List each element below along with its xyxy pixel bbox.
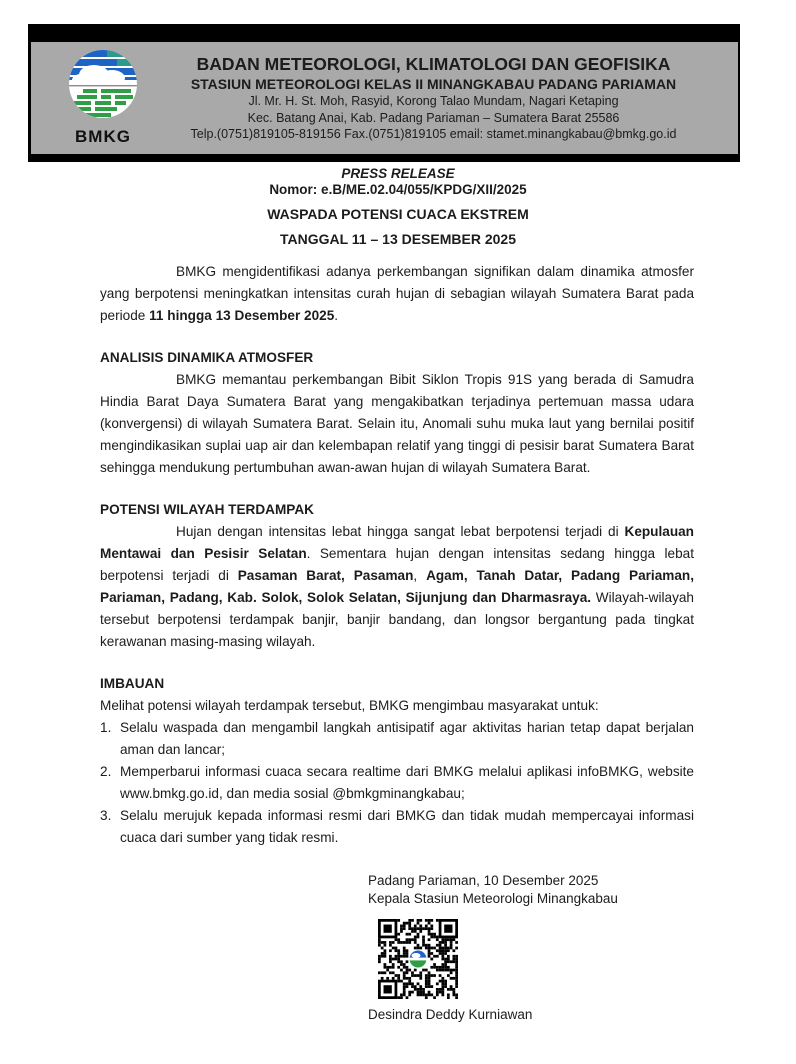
contact-line: Telp.(0751)819105-819156 Fax.(0751)819105 email: stamet.minangkabau@bmkg.go.id — [190, 126, 677, 141]
text-segment: Kepulauan Mentawai dan Pesisir Selatan — [100, 524, 694, 561]
bmkg-logo-label: BMKG — [75, 127, 131, 146]
section-heading-imbauan: IMBAUAN — [100, 676, 165, 691]
letterhead — [28, 24, 740, 162]
org-name: BADAN METEOROLOGI, KLIMATOLOGI DAN GEOFISIKA — [196, 53, 671, 74]
imbauan-list — [100, 717, 694, 849]
imbauan-lead: Melihat potensi wilayah terdampak tersebut, BMKG mengimbau masyarakat untuk: — [100, 698, 599, 713]
signature-block — [368, 872, 618, 1024]
letterhead-text — [149, 54, 724, 142]
text-segment: , — [413, 568, 427, 583]
bmkg-logo-icon — [67, 49, 139, 121]
text-segment: 11 hingga 13 Desember 2025 — [149, 308, 335, 323]
signature-role: Kepala Stasiun Meteorologi Minangkabau — [368, 890, 618, 906]
text-segment: . Sementara hujan dengan intensitas sedang hingga lebat berpotensi terjadi di — [100, 546, 694, 583]
bmkg-logo-block — [57, 49, 149, 147]
qr-code-icon — [378, 919, 458, 999]
text-segment: BMKG mengidentifikasi adanya perkembangan signifikan dalam dinamika atmosfer yang berpotensi meningkatkan intensitas curah hujan di sebagian wilayah Sumatera Barat pada periode — [100, 264, 694, 323]
section-heading-potensi: POTENSI WILAYAH TERDAMPAK — [100, 502, 314, 517]
doc-number: Nomor: e.B/ME.02.04/055/KPDG/XII/2025 — [269, 182, 527, 197]
text-segment: . — [334, 308, 339, 323]
text-segment: Wilayah-wilayah tersebut berpotensi terdampak banjir, banjir bandang, dan longsor bergantung pada tingkat kerawanan masing-masing wilayah. — [100, 590, 694, 649]
text-segment: Hujan dengan intensitas lebat hingga sangat lebat berpotensi terjadi di — [176, 524, 625, 539]
signature-place-date: Padang Pariaman, 10 Desember 2025 — [368, 873, 599, 888]
imbauan-item: Memperbarui informasi cuaca secara realtime dari BMKG melalui aplikasi infoBMKG, website www.bmkg.go.id, dan media sosial @bmkgminangkabau; — [120, 764, 694, 801]
imbauan-item: Selalu waspada dan mengambil langkah antisipatif agar aktivitas harian tetap dapat berjalan aman dan lancar; — [120, 720, 694, 757]
station-name: STASIUN METEOROLOGI KELAS II MINANGKABAU PADANG PARIAMAN — [190, 76, 677, 93]
document-body — [100, 250, 694, 849]
signatory-name: Desindra Deddy Kurniawan — [368, 1007, 533, 1022]
text-segment: BMKG memantau perkembangan Bibit Siklon Tropis 91S yang berada di Samudra Hindia Barat Daya Sumatera Barat yang mengakibatkan terjadinya pertemuan massa udara (konvergensi) di wilayah Sumatera Barat. Selain itu, Anomali suhu muka laut yang bernilai positif mengindikasikan suplai uap air dan kelembapan relatif yang tinggi di pesisir barat Sumatera Barat sehingga mendukung pertumbuhan awan-awan hujan di wilayah Sumatera Barat. — [100, 372, 694, 475]
potensi-paragraph — [100, 521, 694, 653]
doc-title: WASPADA POTENSI CUACA EKSTREM — [267, 206, 529, 222]
address-line-2: Kec. Batang Anai, Kab. Padang Pariaman – Sumatera Barat 25586 — [247, 110, 620, 125]
intro-paragraph — [100, 261, 694, 327]
address-line-1: Jl. Mr. H. St. Moh, Rasyid, Korong Talao Mundam, Nagari Ketaping — [248, 94, 619, 109]
doc-date-range: TANGGAL 11 – 13 DESEMBER 2025 — [279, 231, 517, 247]
imbauan-item: Selalu merujuk kepada informasi resmi dari BMKG dan tidak mudah mempercayai informasi cuaca dari sumber yang tidak resmi. — [120, 808, 694, 845]
doc-type: PRESS RELEASE — [341, 166, 455, 181]
section-heading-analisis: ANALISIS DINAMIKA ATMOSFER — [100, 350, 314, 365]
text-segment: Agam, Tanah Datar, Padang Pariaman, Pariaman, Padang, Kab. Solok, Solok Selatan, Sijunjung dan Dharmasraya. — [100, 568, 694, 605]
title-block — [100, 166, 696, 247]
text-segment: Pasaman Barat, Pasaman — [237, 568, 414, 583]
qr-code — [378, 919, 458, 999]
analisis-paragraph — [100, 369, 694, 479]
